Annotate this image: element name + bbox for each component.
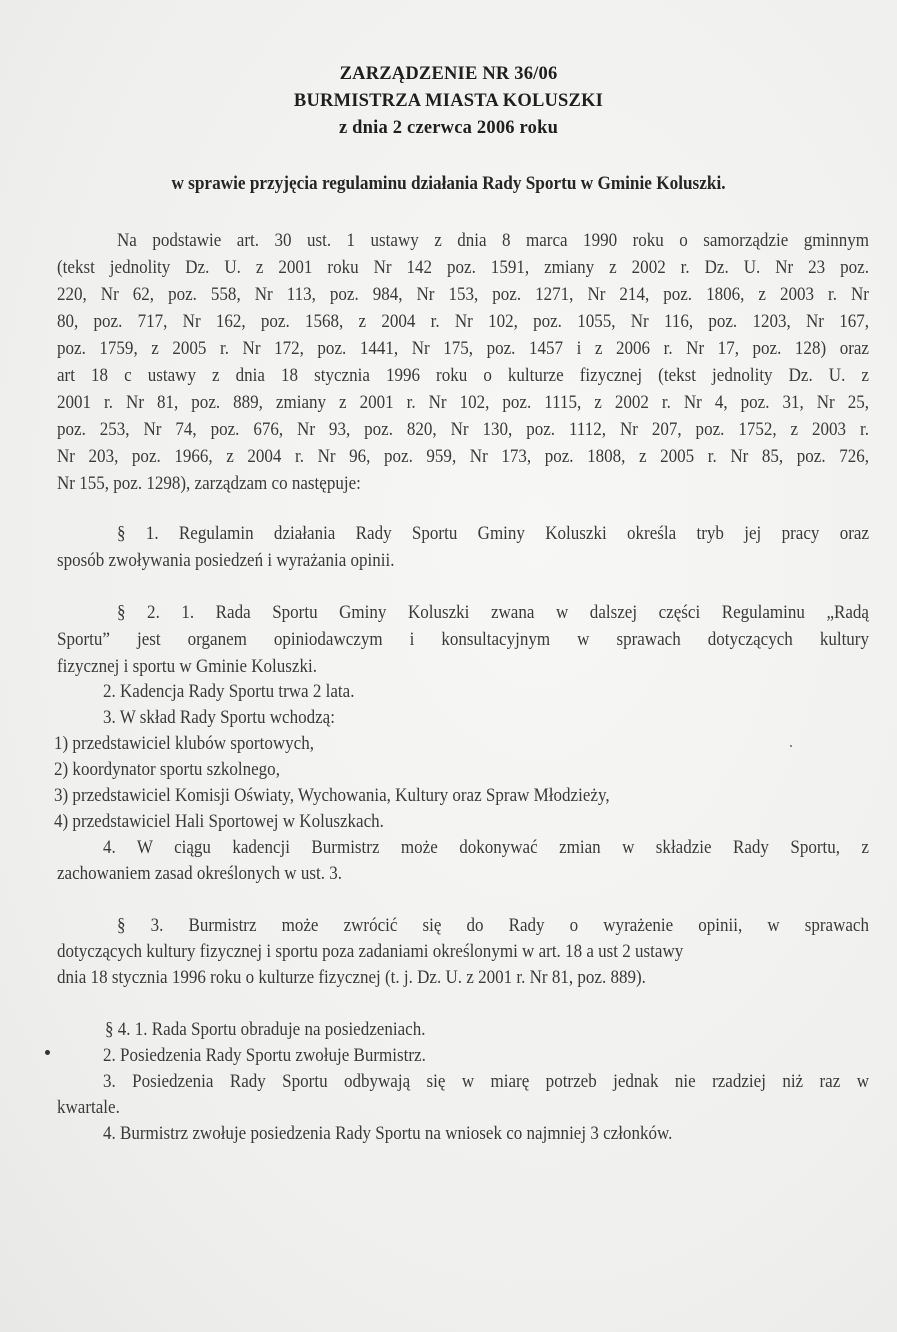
preamble-line: art 18 c ustawy z dnia 18 stycznia 1996 roku o kulturze fizycznej (tekst jednolity Dz. U. z [57, 366, 869, 386]
paragraph-1-line: § 1. Regulamin działania Rady Sportu Gminy Koluszki określa tryb jej pracy oraz [117, 524, 869, 544]
preamble-line: Nr 203, poz. 1966, z 2004 r. Nr 96, poz. 959, Nr 173, poz. 1808, z 2005 r. Nr 85, poz. 726, [57, 447, 869, 467]
scan-speck-mark [790, 745, 792, 747]
document-date: z dnia 2 czerwca 2006 roku [338, 118, 559, 138]
paragraph-4-point-3: 3. Posiedzenia Rady Sportu odbywają się w miarę potrzeb jednak nie rzadziej niż raz w [103, 1072, 869, 1092]
member-list-item: 2) koordynator sportu szkolnego, [54, 760, 280, 780]
paragraph-2-line: § 2. 1. Rada Sportu Gminy Koluszki zwana w dalszej części Regulaminu „Radą [117, 603, 869, 623]
paragraph-2-point-3: 3. W skład Rady Sportu wchodzą: [103, 708, 335, 728]
paragraph-4-point-2: 2. Posiedzenia Rady Sportu zwołuje Burmistrz. [103, 1046, 426, 1066]
paragraph-3-line: dnia 18 stycznia 1996 roku o kulturze fizycznej (t. j. Dz. U. z 2001 r. Nr 81, poz. 889). [57, 968, 646, 988]
paragraph-2-line: fizycznej i sportu w Gminie Koluszki. [57, 657, 317, 677]
preamble-line: 220, Nr 62, poz. 558, Nr 113, poz. 984, Nr 153, poz. 1271, Nr 214, poz. 1806, z 2003 r. Nr [57, 285, 869, 305]
paragraph-3-line: § 3. Burmistrz może zwrócić się do Rady o wyrażenie opinii, w sprawach [117, 916, 869, 936]
document-subject: w sprawie przyjęcia regulaminu działania Rady Sportu w Gminie Koluszki. [171, 174, 726, 194]
preamble-line: poz. 1759, z 2005 r. Nr 172, poz. 1441, Nr 175, poz. 1457 i z 2006 r. Nr 17, poz. 128) oraz [57, 339, 869, 359]
paragraph-3-line: dotyczących kultury fizycznej i sportu poza zadaniami określonymi w art. 18 a ust 2 ustawy [57, 942, 684, 962]
preamble-line: poz. 253, Nr 74, poz. 676, Nr 93, poz. 820, Nr 130, poz. 1112, Nr 207, poz. 1752, z 2003 r. [57, 420, 869, 440]
document-title: ZARZĄDZENIE NR 36/06 [339, 64, 558, 84]
scan-dot-mark [45, 1050, 50, 1055]
preamble-line: Na podstawie art. 30 ust. 1 ustawy z dnia 8 marca 1990 roku o samorządzie gminnym [117, 231, 869, 251]
paragraph-4-point-4: 4. Burmistrz zwołuje posiedzenia Rady Sportu na wniosek co najmniej 3 członków. [103, 1124, 673, 1144]
paragraph-2-point-2: 2. Kadencja Rady Sportu trwa 2 lata. [103, 682, 355, 702]
member-list-item: 3) przedstawiciel Komisji Oświaty, Wychowania, Kultury oraz Spraw Młodzieży, [54, 786, 610, 806]
preamble-line: Nr 155, poz. 1298), zarządzam co następuje: [57, 474, 361, 494]
paragraph-1-line: sposób zwoływania posiedzeń i wyrażania opinii. [57, 551, 395, 571]
member-list-item: 1) przedstawiciel klubów sportowych, [54, 734, 314, 754]
document-issuer: BURMISTRZA MIASTA KOLUSZKI [293, 91, 604, 111]
member-list-item: 4) przedstawiciel Hali Sportowej w Koluszkach. [54, 812, 384, 832]
preamble-line: (tekst jednolity Dz. U. z 2001 roku Nr 142 poz. 1591, zmiany z 2002 r. Dz. U. Nr 23 poz. [57, 258, 869, 278]
paragraph-4-point-1: § 4. 1. Rada Sportu obraduje na posiedzeniach. [105, 1020, 426, 1040]
paragraph-4-point-3: kwartale. [57, 1098, 120, 1118]
paragraph-2-point-4: zachowaniem zasad określonych w ust. 3. [57, 864, 342, 884]
paragraph-2-point-4: 4. W ciągu kadencji Burmistrz może dokonywać zmian w składzie Rady Sportu, z [103, 838, 869, 858]
preamble-line: 2001 r. Nr 81, poz. 889, zmiany z 2001 r. Nr 102, poz. 1115, z 2002 r. Nr 4, poz. 31, Nr 25, [57, 393, 869, 413]
preamble-line: 80, poz. 717, Nr 162, poz. 1568, z 2004 r. Nr 102, poz. 1055, Nr 116, poz. 1203, Nr 167, [57, 312, 869, 332]
paragraph-2-line: Sportu” jest organem opiniodawczym i konsultacyjnym w sprawach dotyczących kultury [57, 630, 869, 650]
